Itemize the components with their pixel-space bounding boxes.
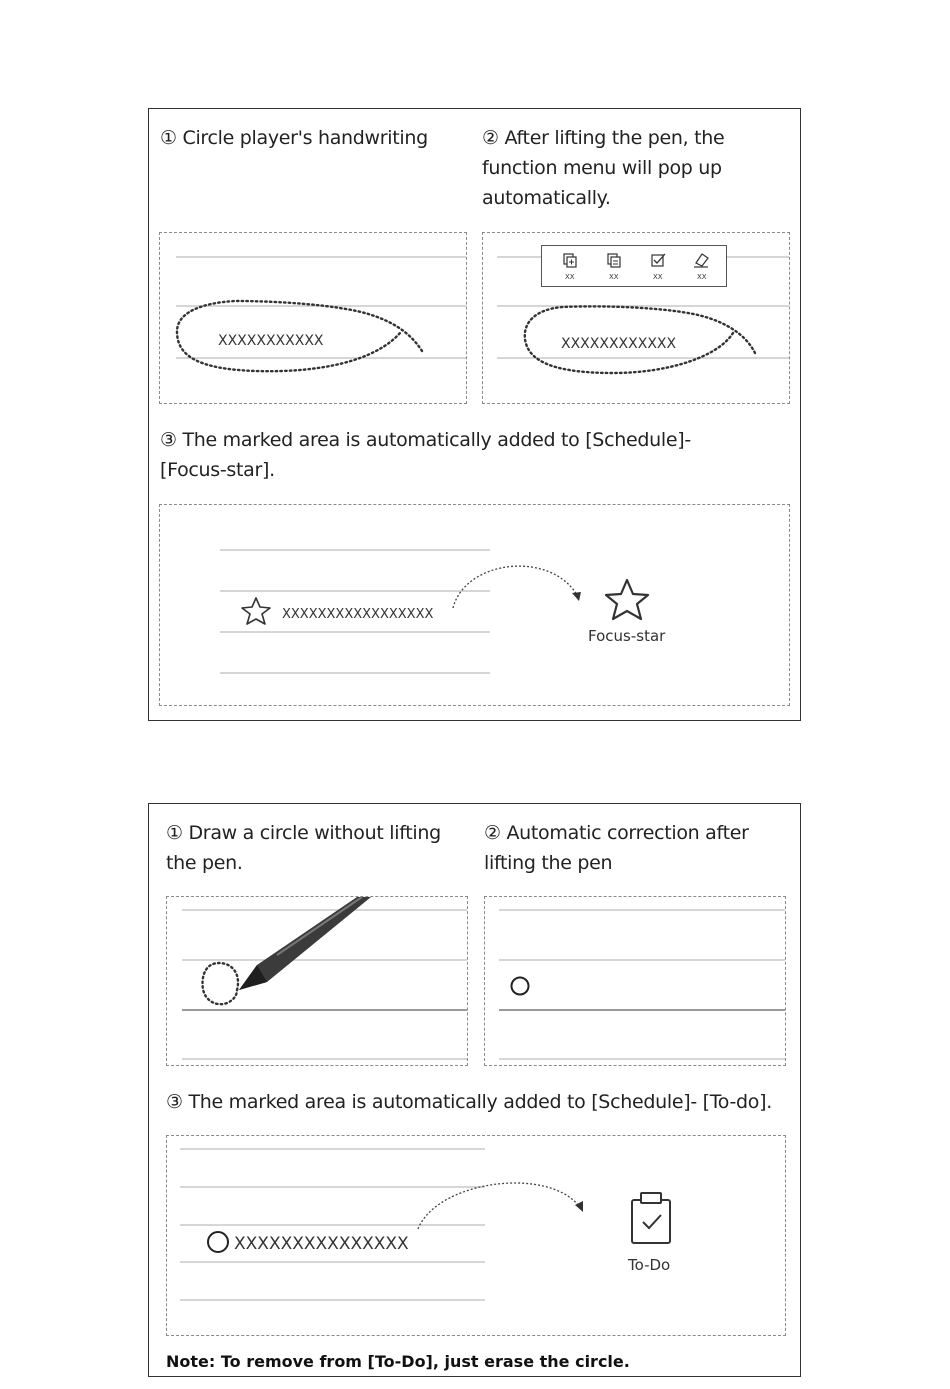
eraser-icon[interactable]	[694, 254, 708, 267]
step3-line1: ③ The marked area is automatically added to [Schedule]-	[160, 429, 691, 451]
star-icon	[242, 598, 270, 624]
handwriting-text: XXXXXXXXXXXXXXXXX	[282, 607, 434, 622]
circle-handwriting-illustration	[159, 232, 467, 404]
todo-result-illustration	[166, 1135, 786, 1336]
step2-line3: automatically.	[482, 187, 611, 209]
step1-text	[166, 818, 441, 878]
step2-line1: ② Automatic correction after	[484, 822, 749, 844]
arrow-curve	[418, 1183, 579, 1229]
focus-star-icon	[606, 580, 648, 619]
step3-line2: [Focus-star].	[160, 459, 275, 481]
menu-item-label: XX	[653, 273, 663, 281]
step2-text	[484, 818, 749, 878]
todo-clipboard-icon	[632, 1193, 670, 1243]
todo-check-icon[interactable]	[652, 254, 665, 266]
focus-star-panel	[148, 108, 801, 721]
note-text: Note: To remove from [To-Do], just erase the circle.	[166, 1352, 630, 1371]
corrected-circle	[512, 978, 529, 995]
step2-line2: function menu will pop up	[482, 157, 722, 179]
step1-line1: ① Draw a circle without lifting	[166, 822, 441, 844]
step1-text: ① Circle player's handwriting	[160, 127, 428, 149]
draw-circle-illustration	[166, 896, 468, 1066]
handwriting-text: XXXXXXXXXXXX	[561, 336, 677, 352]
menu-item-label: XX	[565, 273, 575, 281]
function-menu-illustration	[482, 232, 790, 404]
arrow-head	[575, 1201, 583, 1212]
focus-star-label: Focus-star	[588, 627, 666, 645]
step1-line2: the pen.	[166, 852, 243, 874]
step3-text: ③ The marked area is automatically added to [Schedule]- [To-do].	[166, 1091, 772, 1113]
step2-line1: ② After lifting the pen, the	[482, 127, 725, 149]
todo-label: To-Do	[628, 1256, 671, 1274]
lasso-drawing	[160, 233, 468, 405]
function-menu[interactable]	[541, 245, 727, 287]
arrow-curve	[453, 566, 577, 608]
step2-line2: lifting the pen	[484, 852, 613, 874]
stylus-pen-icon	[239, 897, 371, 990]
menu-item-label: XX	[609, 273, 619, 281]
copy-icon[interactable]	[564, 254, 576, 267]
handwriting-text: XXXXXXXXXXXXXXX	[234, 1234, 409, 1254]
auto-correction-illustration	[484, 896, 786, 1066]
circle-mark	[208, 1232, 228, 1252]
focus-star-result-illustration	[159, 504, 790, 706]
menu-item-label: XX	[697, 273, 707, 281]
handwriting-text: XXXXXXXXXXX	[218, 333, 324, 349]
todo-panel	[148, 803, 801, 1377]
arrow-head	[572, 592, 581, 601]
drawn-circle	[203, 963, 239, 1004]
duplicate-icon[interactable]	[608, 254, 620, 267]
step3-text	[160, 425, 691, 485]
step2-text	[482, 123, 724, 213]
